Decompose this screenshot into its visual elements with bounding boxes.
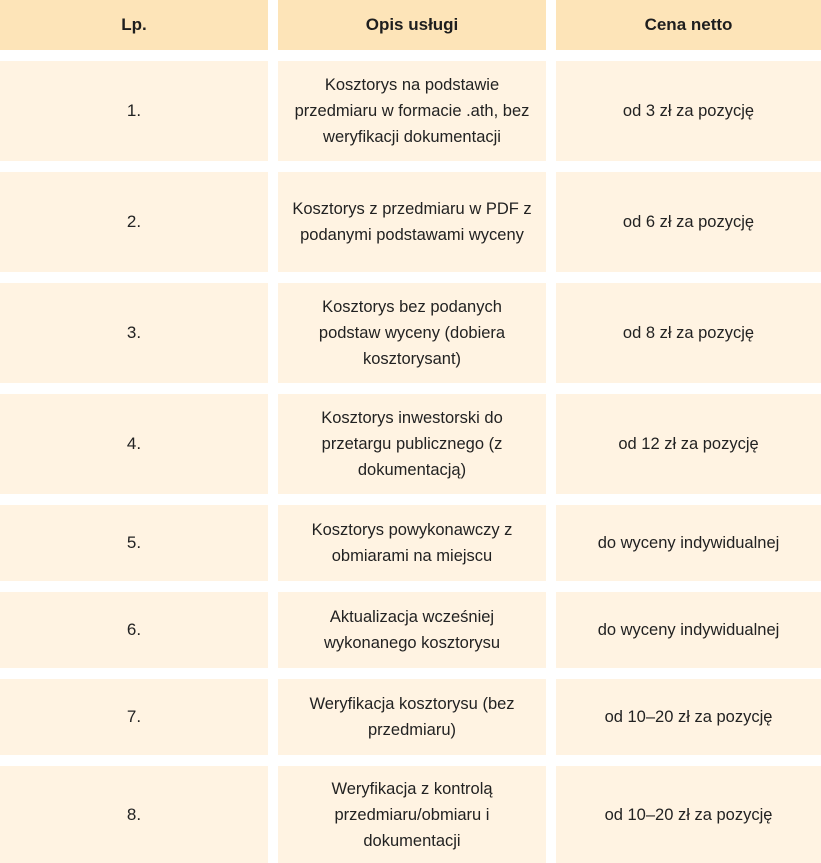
header-opis: Opis usługi <box>278 0 546 50</box>
row-1-cena: od 3 zł za pozycję <box>556 61 821 161</box>
row-6-lp: 6. <box>0 592 268 668</box>
row-3-opis: Kosztorys bez podanych podstaw wyceny (dobiera kosztorysant) <box>278 283 546 383</box>
row-6-opis: Aktualizacja wcześniej wykonanego kosztorysu <box>278 592 546 668</box>
header-cena: Cena netto <box>556 0 821 50</box>
row-1-lp: 1. <box>0 61 268 161</box>
row-7-cena: od 10–20 zł za pozycję <box>556 679 821 755</box>
row-8-lp: 8. <box>0 766 268 863</box>
row-7-lp: 7. <box>0 679 268 755</box>
row-7-opis: Weryfikacja kosztorysu (bez przedmiaru) <box>278 679 546 755</box>
row-4-cena: od 12 zł za pozycję <box>556 394 821 494</box>
row-3-cena: od 8 zł za pozycję <box>556 283 821 383</box>
row-6-cena: do wyceny indywidualnej <box>556 592 821 668</box>
row-3-lp: 3. <box>0 283 268 383</box>
row-8-cena: od 10–20 zł za pozycję <box>556 766 821 863</box>
row-2-lp: 2. <box>0 172 268 272</box>
row-4-lp: 4. <box>0 394 268 494</box>
row-8-opis: Weryfikacja z kontrolą przedmiaru/obmiaru i dokumentacji <box>278 766 546 863</box>
header-lp: Lp. <box>0 0 268 50</box>
row-5-cena: do wyceny indywidualnej <box>556 505 821 581</box>
row-2-cena: od 6 zł za pozycję <box>556 172 821 272</box>
row-5-opis: Kosztorys powykonawczy z obmiarami na miejscu <box>278 505 546 581</box>
row-1-opis: Kosztorys na podstawie przedmiaru w formacie .ath, bez weryfikacji dokumentacji <box>278 61 546 161</box>
row-4-opis: Kosztorys inwestorski do przetargu publicznego (z dokumentacją) <box>278 394 546 494</box>
row-2-opis: Kosztorys z przedmiaru w PDF z podanymi podstawami wyceny <box>278 172 546 272</box>
row-5-lp: 5. <box>0 505 268 581</box>
